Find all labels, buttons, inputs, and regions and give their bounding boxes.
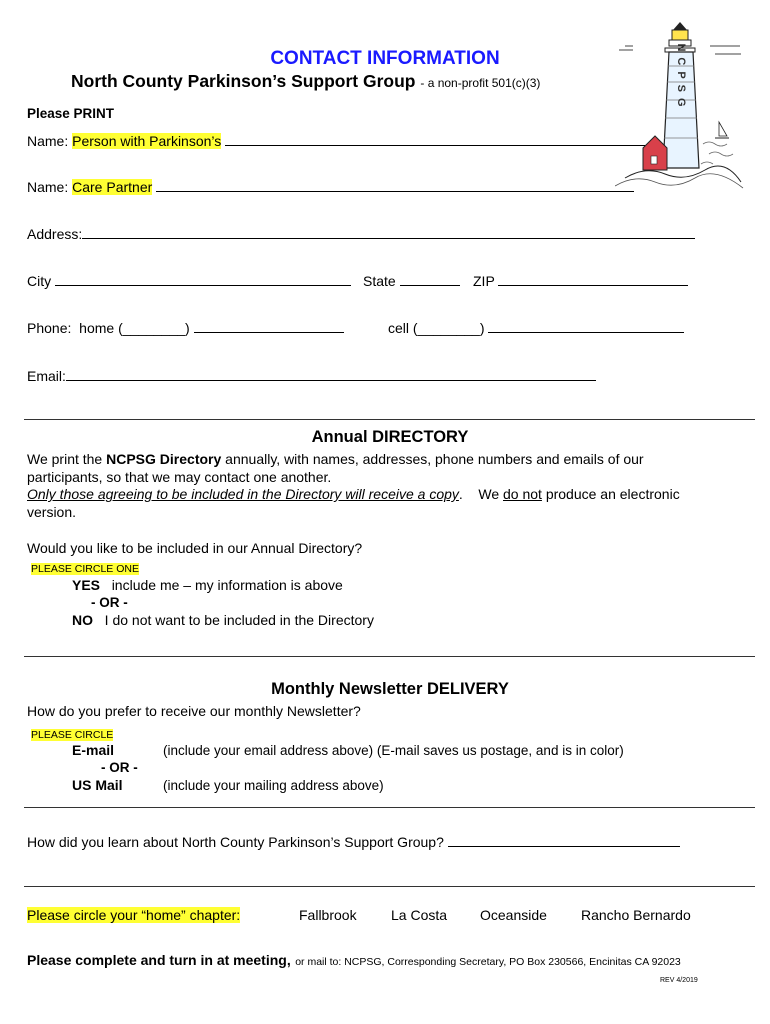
chapter-option-oceanside[interactable]: Oceanside [480, 907, 547, 923]
org-note: - a non-profit 501(c)(3) [420, 76, 541, 90]
no-text: I do not want to be included in the Directory [104, 612, 374, 628]
print-instruction: Please PRINT [27, 106, 115, 121]
directory-text-c: We [478, 486, 503, 502]
newsletter-circle-note: PLEASE CIRCLE [31, 729, 114, 741]
state-field[interactable] [363, 273, 460, 289]
directory-text-d: produce an electronic [541, 486, 680, 502]
directory-heading: Annual DIRECTORY [311, 428, 469, 446]
name-field-1[interactable] [27, 133, 645, 149]
chapter-label: Please circle your “home” chapter: [27, 907, 241, 923]
cell-phone-field[interactable] [388, 320, 684, 336]
directory-no-option[interactable] [72, 612, 374, 628]
newsletter-email-text: (include your email address above) (E-mail saves us postage, and is in color) [163, 743, 624, 758]
divider-3 [24, 807, 755, 808]
chapter-option-la-costa[interactable]: La Costa [391, 907, 448, 923]
no-label: NO [72, 612, 93, 628]
name-value-1: Person with Parkinson’s [72, 133, 222, 149]
city-label: City [27, 273, 52, 289]
name-line-1 [225, 133, 645, 146]
org-name-text: North County Parkinson’s Support Group [71, 71, 416, 91]
city-line [55, 273, 351, 286]
address-label: Address: [27, 226, 83, 242]
divider-4 [24, 886, 755, 887]
directory-do-not: do not [503, 486, 542, 502]
chapter-option-fallbrook[interactable]: Fallbrook [299, 907, 357, 923]
footer-mail-address: or mail to: NCPSG, Corresponding Secretary, PO Box 230566, Encinitas CA 92023 [295, 956, 681, 968]
home-phone-line [194, 320, 344, 333]
directory-para-line-1 [27, 450, 644, 468]
cell-label: cell (________) [388, 320, 485, 336]
state-label: State [363, 273, 396, 289]
directory-para-line-3 [27, 485, 680, 503]
directory-text-a: We print the [27, 451, 107, 467]
learn-question: How did you learn about North County Parkinson’s Support Group? [27, 834, 444, 850]
chapter-option-rancho-bernardo[interactable]: Rancho Bernardo [581, 907, 691, 923]
footer-comma: , [286, 952, 291, 968]
logo-letters: NCPSG [675, 43, 687, 113]
name-label-1: Name: [27, 133, 69, 149]
learn-field[interactable] [27, 834, 680, 850]
home-phone-field[interactable] [27, 320, 344, 336]
newsletter-or: - OR - [101, 760, 138, 775]
directory-copy-note: Only those agreeing to be included in the Directory will receive a copy [27, 486, 459, 502]
newsletter-mail-option[interactable]: US Mail [72, 777, 123, 793]
revision-note: REV 4/2019 [660, 977, 698, 984]
email-line [66, 368, 596, 381]
learn-line [448, 834, 680, 847]
phone-label: Phone: [27, 320, 72, 336]
org-name [71, 71, 540, 92]
name-field-2[interactable] [27, 179, 634, 195]
name-label-2: Name: [27, 179, 69, 195]
footer-instruction [27, 952, 681, 970]
yes-text: include me – my information is above [111, 577, 343, 593]
name-line-2 [156, 179, 634, 192]
newsletter-heading: Monthly Newsletter DELIVERY [271, 680, 509, 698]
newsletter-email-option[interactable]: E-mail [72, 742, 115, 758]
email-label: Email: [27, 368, 66, 384]
home-label: home (________) [79, 320, 190, 336]
directory-name-bold: NCPSG Directory [106, 451, 222, 467]
directory-or: - OR - [91, 595, 128, 610]
email-field[interactable] [27, 368, 596, 384]
yes-label: YES [72, 577, 101, 593]
cell-phone-line [488, 320, 684, 333]
lighthouse-logo [615, 18, 745, 190]
zip-field[interactable] [473, 273, 688, 289]
directory-yes-option[interactable] [72, 577, 343, 593]
address-line [82, 226, 695, 239]
zip-line [498, 273, 688, 286]
directory-circle-note: PLEASE CIRCLE ONE [31, 563, 139, 575]
zip-label: ZIP [473, 273, 495, 289]
directory-para-line-4: version. [27, 504, 77, 520]
address-field[interactable] [27, 226, 695, 242]
directory-text-b: annually, with names, addresses, phone numbers and emails of our [221, 451, 644, 467]
newsletter-question: How do you prefer to receive our monthly Newsletter? [27, 703, 361, 719]
page-title: CONTACT INFORMATION [270, 48, 500, 69]
name-value-2: Care Partner [72, 179, 153, 195]
directory-dot: . [458, 486, 463, 502]
directory-para-line-2: participants, so that we may contact one another. [27, 469, 332, 485]
city-field[interactable] [27, 273, 351, 289]
footer-bold: Please complete and turn in at meeting [27, 952, 287, 968]
divider-2 [24, 656, 755, 657]
newsletter-mail-text: (include your mailing address above) [163, 778, 384, 793]
state-line [400, 273, 460, 286]
divider-1 [24, 419, 755, 420]
directory-question: Would you like to be included in our Annual Directory? [27, 540, 363, 556]
